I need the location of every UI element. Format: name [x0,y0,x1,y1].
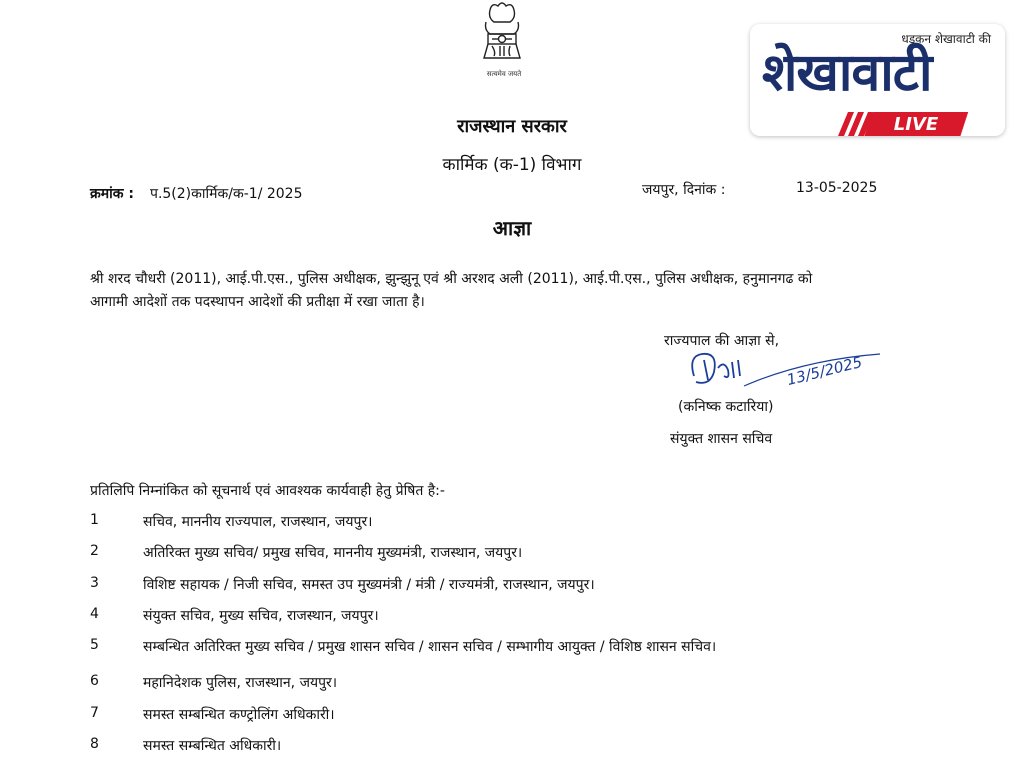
emblem-caption: सत्यमेव जयते [486,70,522,78]
signatory-name: (कनिष्क कटारिया) [678,399,774,415]
list-item-number: 2 [90,543,99,559]
signature-date: 13/5/2025 [784,352,864,390]
order-title: आज्ञा [492,216,532,240]
government-heading: राजस्थान सरकार [457,116,567,137]
list-item-number: 5 [90,637,99,653]
logo-tagline: धड़कन शेखावाटी की [901,32,991,46]
live-badge-label: LIVE [893,114,939,135]
list-item-number: 7 [90,705,99,721]
order-body-line-1: श्री शरद चौधरी (2011), आई.पी.एस., पुलिस अधीक्षक, झुन्झुनू एवं श्री अरशद अली (2011), आई.पी.एस., पुलिस अधीक्षक, हनुमानगढ को [90,271,813,287]
list-item: संयुक्त सचिव, मुख्य सचिव, राजस्थान, जयपुर। [143,608,379,624]
list-item-number: 6 [90,673,99,689]
reference-number: प.5(2)कार्मिक/क-1/ 2025 [150,186,303,202]
order-date: 13-05-2025 [796,180,878,196]
list-item: विशिष्ट सहायक / निजी सचिव, समस्त उप मुख्यमंत्री / मंत्री / राज्यमंत्री, राजस्थान, जयपुर। [143,577,595,593]
list-item-number: 4 [90,606,99,622]
national-emblem-icon [470,0,534,80]
list-item: सम्बन्धित अतिरिक्त मुख्य सचिव / प्रमुख शासन सचिव / शासन सचिव / सम्भागीय आयुक्त / विशिष्ठ शासन सचिव। [143,639,717,655]
list-item: समस्त सम्बन्धित कण्ट्रोलिंग अधिकारी। [143,707,335,723]
order-body-line-2: आगामी आदेशों तक पदस्थापन आदेशों की प्रतीक्षा में रखा जाता है। [90,294,425,310]
reference-label: क्रमांक : [90,186,134,202]
by-order-of-governor: राज्यपाल की आज्ञा से, [664,333,780,349]
list-item: समस्त सम्बन्धित अधिकारी। [143,738,282,754]
signatory-designation: संयुक्त शासन सचिव [670,431,773,447]
copy-to-intro: प्रतिलिपि निम्नांकित को सूचनार्थ एवं आवश्यक कार्यवाही हेतु प्रेषित है:- [90,483,445,499]
list-item: अतिरिक्त मुख्य सचिव/ प्रमुख सचिव, माननीय मुख्यमंत्री, राजस्थान, जयपुर। [143,545,523,561]
list-item-number: 3 [90,575,99,591]
list-item-number: 8 [90,736,99,752]
department-heading: कार्मिक (क-1) विभाग [442,155,582,175]
logo-name: शेखावाटी [762,43,932,103]
list-item: सचिव, माननीय राज्यपाल, राजस्थान, जयपुर। [143,514,373,530]
place-date-label: जयपुर, दिनांक : [642,182,726,198]
list-item-number: 1 [90,512,99,528]
list-item: महानिदेशक पुलिस, राजस्थान, जयपुर। [143,675,338,691]
